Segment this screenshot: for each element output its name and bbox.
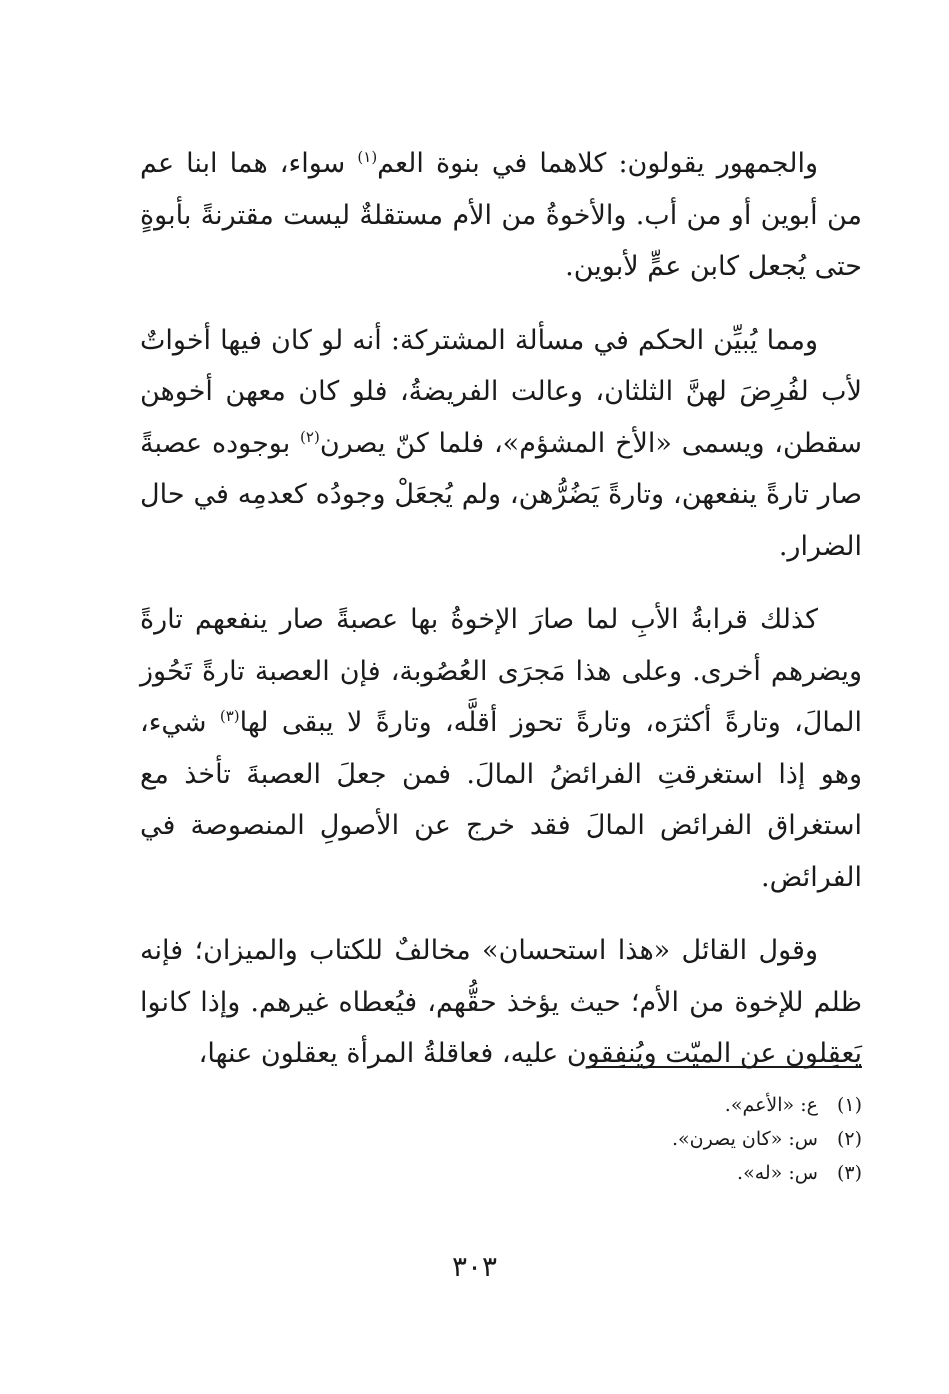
footnote-marker: (٣) (219, 707, 240, 725)
footnote-3 (500, 1156, 862, 1190)
paragraph-1 (140, 138, 862, 293)
paragraph-text: سواء، هما ابنا عم من أبوين أو من أب. والأخوةُ من الأم مستقلةٌ ليست مقترنةً بأبوةٍ حتى يُجعل كابن عمٍّ لأبوين. (140, 148, 862, 282)
footnote-number: (١) (836, 1094, 862, 1116)
paragraph-text: بوجوده عصبةً صار تارةً ينفعهن، وتارةً يَضُرُّهن، ولم يُجعَلْ وجودُه كعدمِه في حال الضرار. (140, 427, 862, 562)
footnote-marker: (١) (357, 148, 378, 166)
footnote-separator (588, 1066, 862, 1068)
paragraph-2 (140, 315, 862, 573)
paragraph-text: وقول القائل «هذا استحسان» مخالفٌ للكتاب والميزان؛ فإنه ظلم للإخوة من الأم؛ حيث يؤخذ حقُّهم، فيُعطاه غيرهم. وإذا كانوا يَعقِلون عن الميّت ويُنفِقون عليه، فعاقلةُ المرأة يعقلون عنها، (140, 935, 862, 1069)
paragraph-text: كذلك قرابةُ الأبِ لما صارَ الإخوةُ بها عصبةً صار ينفعهم تارةً ويضرهم أخرى. وعلى هذا مَجرَى العُصُوبة، فإن العصبة تارةً تَحُوز المالَ، وتارةً أكثرَه، وتارةً تحوز أقلَّه، وتارةً لا يبقى لها (140, 604, 862, 738)
footnote-text: س: «كان يصرن». (672, 1128, 818, 1150)
footnote-marker: (٢) (300, 427, 320, 446)
footnote-number: (٣) (836, 1162, 862, 1184)
paragraph-text: شيء، وهو إذا استغرقتِ الفرائضُ المالَ. فمن جعلَ العصبةَ تأخذ مع استغراق الفرائض المالَ فقد خرج عن الأصولِ المنصوصة في الفرائض. (140, 707, 862, 893)
main-text (140, 138, 862, 1102)
footnote-2 (500, 1122, 862, 1156)
page-number: ٣٠٣ (451, 1250, 498, 1283)
paragraph-text: والجمهور يقولون: كلاهما في بنوة العم (377, 148, 818, 179)
footnote-number: (٢) (836, 1128, 862, 1150)
paragraph-4 (140, 925, 862, 1080)
paragraph-3 (140, 594, 862, 903)
footnote-text: س: «له». (737, 1162, 818, 1184)
footnote-1 (500, 1088, 862, 1122)
footnote-text: ع: «الأعم». (724, 1094, 818, 1116)
paragraph-text: ومما يُبيِّن الحكم في مسألة المشتركة: أنه لو كان فيها أخواتٌ لأب لفُرِضَ لهنَّ الثلثان، وعالت الفريضةُ، فلو كان معهن أخوهن سقطن، ويسمى «الأخ المشؤم»، فلما كنّ يصرن (140, 324, 862, 459)
footnotes (500, 1088, 862, 1190)
